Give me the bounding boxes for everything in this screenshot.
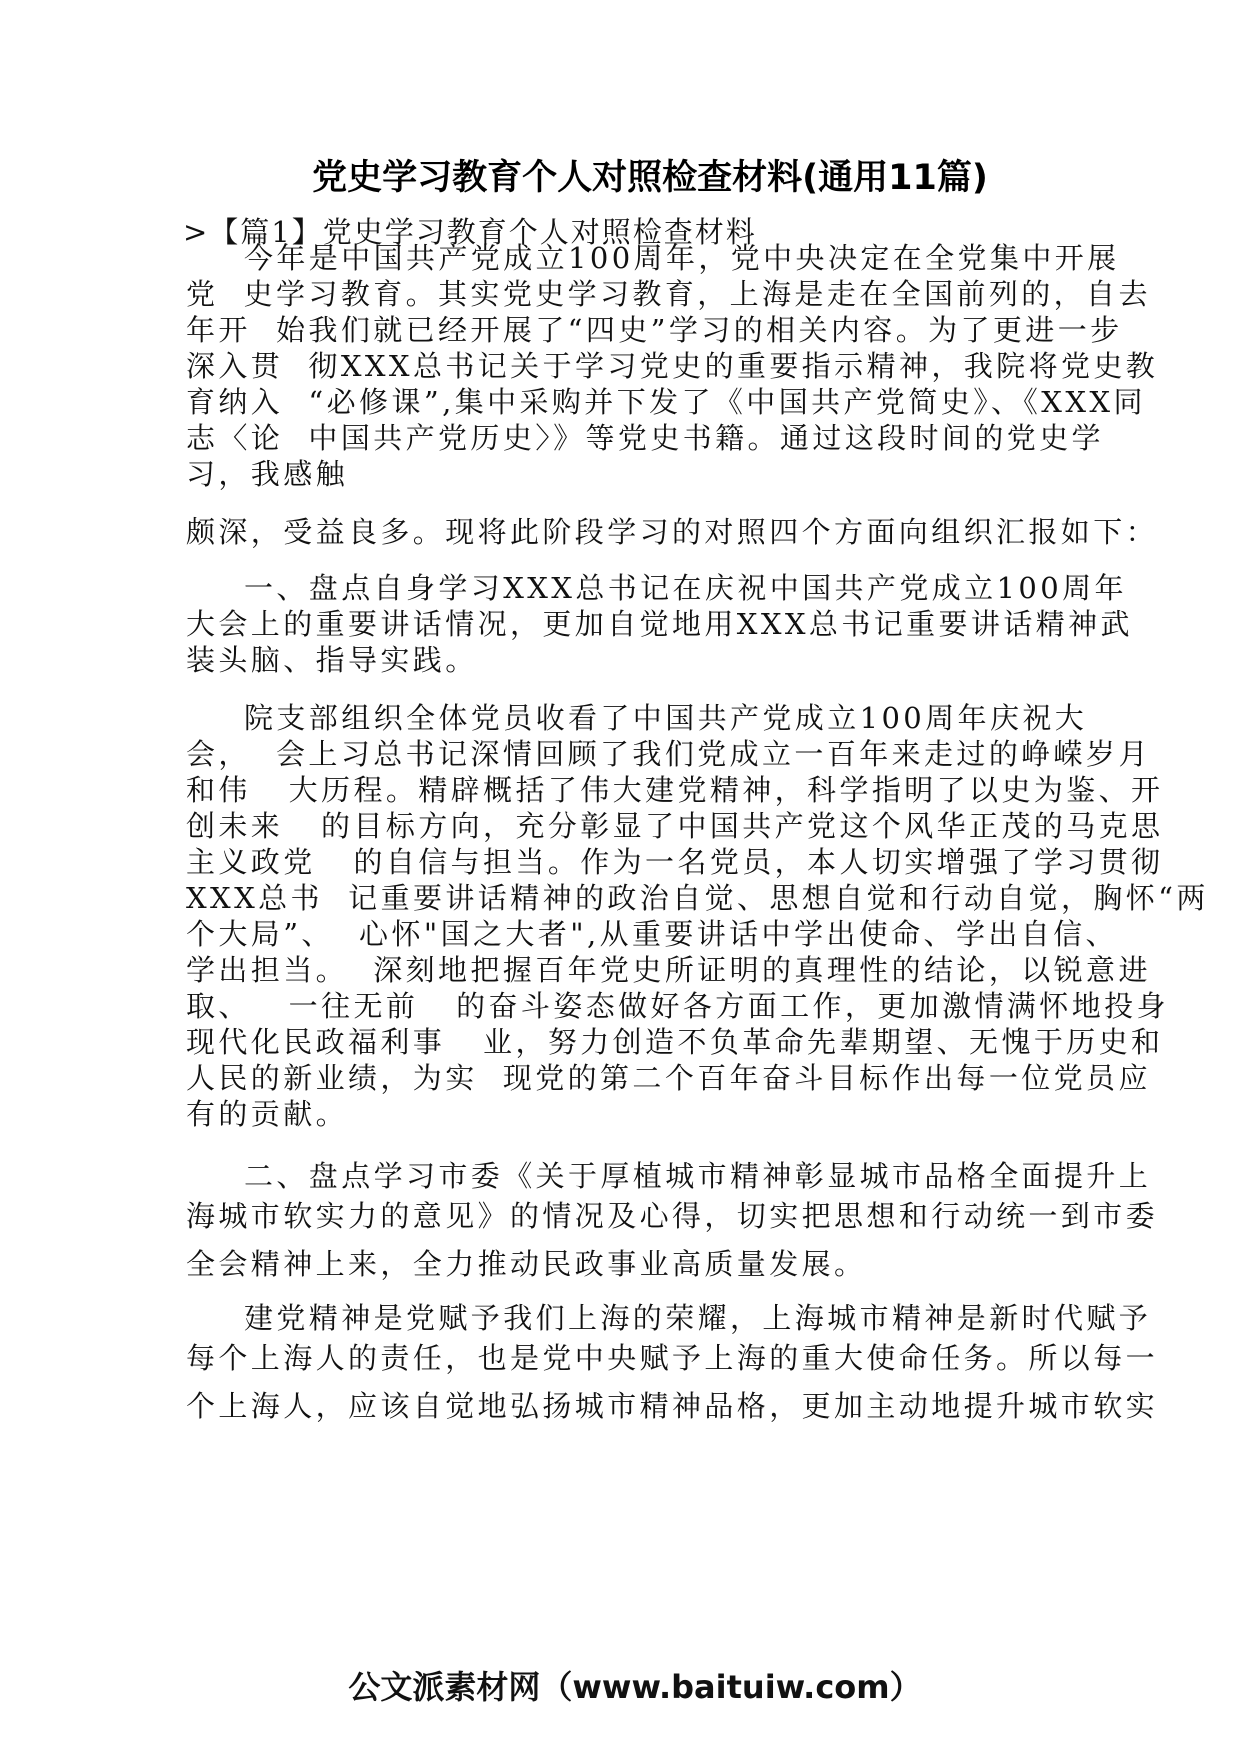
text-line: 院支部组织全体党员收看了中国共产党成立100周年庆祝大 [244, 701, 1088, 735]
text-line: 现代化民政福利事 业，努力创造不负革命先辈期望、无愧于历史和 [186, 1025, 1164, 1059]
text-line: 深入贯 彻XXX总书记关于学习党史的重要指示精神，我院将党史教 [186, 349, 1159, 383]
document-title: 党史学习教育个人对照检查材料(通用11篇) [312, 158, 988, 198]
text-line: 人民的新业绩，为实 现党的第二个百年奋斗目标作出每一位党员应 [186, 1061, 1151, 1095]
text-line: 有的贡献。 [186, 1097, 349, 1131]
text-line: 个上海人，应该自觉地弘扬城市精神品格，更加主动地提升城市软实 [186, 1389, 1159, 1423]
text-line: 装头脑、指导实践。 [186, 643, 478, 677]
text-line: 创未来 的目标方向，充分彰显了中国共产党这个风华正茂的马克思 [186, 809, 1164, 843]
text-line: 党 史学习教育。其实党史学习教育，上海是走在全国前列的，自去 [186, 277, 1151, 311]
text-line: 志〈论 中国共产党历史〉》等党史书籍。通过这段时间的党史学 [186, 421, 1104, 455]
text-line: 会， 会上习总书记深情回顾了我们党成立一百年来走过的峥嵘岁月 [186, 737, 1151, 771]
text-line: 习，我感触 [186, 457, 349, 491]
text-line: XXX总书 记重要讲话精神的政治自觉、思想自觉和行动自觉，胸怀“两 [186, 881, 1209, 915]
text-line: 个大局”、 心怀"国之大者",从重要讲话中学出使命、学出自信、 [186, 917, 1118, 951]
text-line: 和伟 大历程。精辟概括了伟大建党精神，科学指明了以史为鉴、开 [186, 773, 1164, 807]
section-heading: >【篇1】党史学习教育个人对照检查材料 [183, 215, 757, 249]
text-line: 今年是中国共产党成立100周年，党中央决定在全党集中开展 [244, 241, 1120, 275]
text-line: 育纳入 “必修课”,集中采购并下发了《中国共产党简史》、《XXX同 [186, 385, 1146, 419]
text-line: 年开 始我们就已经开展了“四史”学习的相关内容。为了更进一步 [186, 313, 1123, 347]
text-line: 全会精神上来，全力推动民政事业高质量发展。 [186, 1247, 867, 1281]
text-line: 大会上的重要讲话情况，更加自觉地用XXX总书记重要讲话精神武 [186, 607, 1133, 641]
text-line: 主义政党 的自信与担当。作为一名党员，本人切实增强了学习贯彻 [186, 845, 1164, 879]
text-line: 一、盘点自身学习XXX总书记在庆祝中国共产党成立100周年 [244, 571, 1127, 605]
text-line: 海城市软实力的意见》的情况及心得，切实把思想和行动统一到市委 [186, 1199, 1159, 1233]
text-line: 颇深，受益良多。现将此阶段学习的对照四个方面向组织汇报如下： [186, 515, 1159, 549]
footer-source: 公文派素材网（www.baituiw.com） [348, 1668, 922, 1706]
text-line: 每个上海人的责任，也是党中央赋予上海的重大使命任务。所以每一 [186, 1341, 1159, 1375]
text-line: 建党精神是党赋予我们上海的荣耀，上海城市精神是新时代赋予 [244, 1301, 1152, 1335]
text-line: 取、 一往无前 的奋斗姿态做好各方面工作，更加激情满怀地投身 [186, 989, 1169, 1023]
text-line: 二、盘点学习市委《关于厚植城市精神彰显城市品格全面提升上 [244, 1159, 1152, 1193]
text-line: 学出担当。 深刻地把握百年党史所证明的真理性的结论，以锐意进 [186, 953, 1151, 987]
